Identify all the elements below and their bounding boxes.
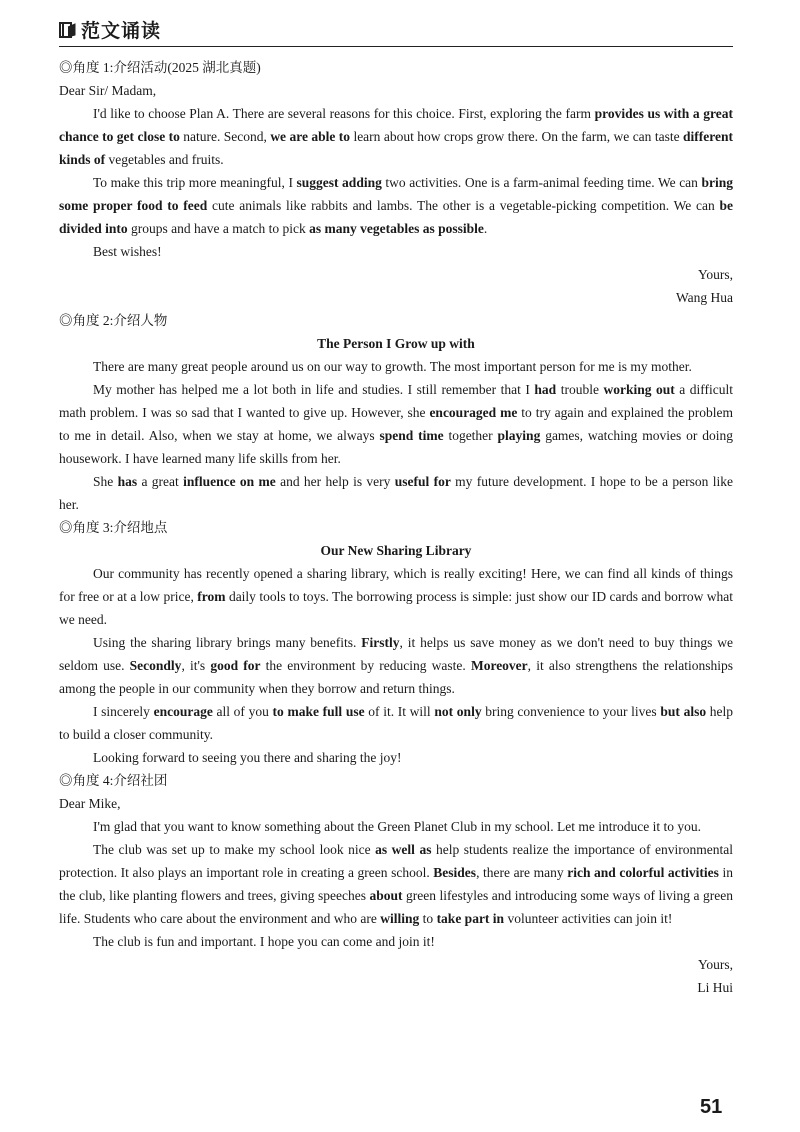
section-4-signature: Li Hui <box>697 980 733 995</box>
section-1-salutation: Dear Sir/ Madam, <box>59 83 157 98</box>
page-number: 51 <box>700 1096 723 1118</box>
section-1-closing: Best wishes! <box>93 244 162 259</box>
section-1-heading: ◎角度 1:介绍活动(2025 湖北真题) <box>59 60 261 75</box>
section-3-heading: ◎角度 3:介绍地点 <box>59 520 168 535</box>
section-3-paragraph-4: Looking forward to seeing you there and sharing the joy! <box>93 750 402 765</box>
header-title <box>59 18 161 44</box>
section-2-heading: ◎角度 2:介绍人物 <box>59 313 168 328</box>
book-icon <box>59 21 77 39</box>
section-2-paragraph-1: There are many great people around us on our way to growth. The most important person for me is my mother. <box>93 359 692 374</box>
section-4-salutation: Dear Mike, <box>59 796 121 811</box>
section-2-title: The Person I Grow up with <box>317 336 475 351</box>
page-header <box>59 18 733 48</box>
section-3-paragraph-2: Using the sharing library brings many benefits. Firstly, it helps us save money as we don't need to buy things we seldom use. Secondly, it's good for the environment by reducing waste. Moreover, it also strengthens the relationships among the people in our community when they borrow and return things. <box>59 635 734 696</box>
section-4-heading: ◎角度 4:介绍社团 <box>59 773 168 788</box>
section-2-paragraph-2: My mother has helped me a lot both in life and studies. I still remember that I had trouble working out a difficult math problem. I was so sad that I wanted to give up. However, she encouraged me to try again and explained the problem to me in detail. Also, when we stay at home, we always spend time together playing games, watching movies or doing housework. I have learned many life skills from her. <box>59 382 734 466</box>
section-1-paragraph-2: To make this trip more meaningful, I suggest adding two activities. One is a farm-animal feeding time. We can bring some proper food to feed cute animals like rabbits and lambs. The other is a vegetable-picking competition. We can be divided into groups and have a match to pick as many vegetables as possible. <box>59 175 733 236</box>
section-4-paragraph-1: I'm glad that you want to know something about the Green Planet Club in my school. Let me introduce it to you. <box>93 819 701 834</box>
section-3-paragraph-3: I sincerely encourage all of you to make full use of it. It will not only bring convenience to your lives but also help to build a closer community. <box>59 704 734 742</box>
section-3-title: Our New Sharing Library <box>320 543 472 558</box>
section-2-paragraph-3: She has a great influence on me and her help is very useful for my future development. I hope to be a person like her. <box>59 474 734 512</box>
section-4-signoff: Yours, <box>697 957 733 972</box>
section-3-paragraph-1: Our community has recently opened a sharing library, which is really exciting! Here, we can find all kinds of things for free or at a low price, from daily tools to toys. The borrowing process is simple: just show our ID cards and borrow what we need. <box>59 566 733 627</box>
section-1-signature: Wang Hua <box>675 290 733 305</box>
section-1-signoff: Yours, <box>697 267 733 282</box>
essay-content <box>59 56 733 999</box>
header-divider <box>59 46 733 47</box>
section-4-paragraph-3: The club is fun and important. I hope you can come and join it! <box>93 934 435 949</box>
header-title-text: 范文诵读 <box>81 20 162 42</box>
section-4-paragraph-2: The club was set up to make my school look nice as well as help students realize the importance of environmental protection. It also plays an important role in creating a green school. Besides, there are many rich and colorful activities in the club, like planting flowers and trees, giving speeches about green lifestyles and introducing some ways of living a green life. Students who care about the environment and who are willing to take part in volunteer activities can join it! <box>59 842 733 926</box>
section-1-paragraph-1: I'd like to choose Plan A. There are several reasons for this choice. First, exploring the farm provides us with a great chance to get close to nature. Second, we are able to learn about how crops grow there. On the farm, we can taste different kinds of vegetables and fruits. <box>59 106 733 167</box>
